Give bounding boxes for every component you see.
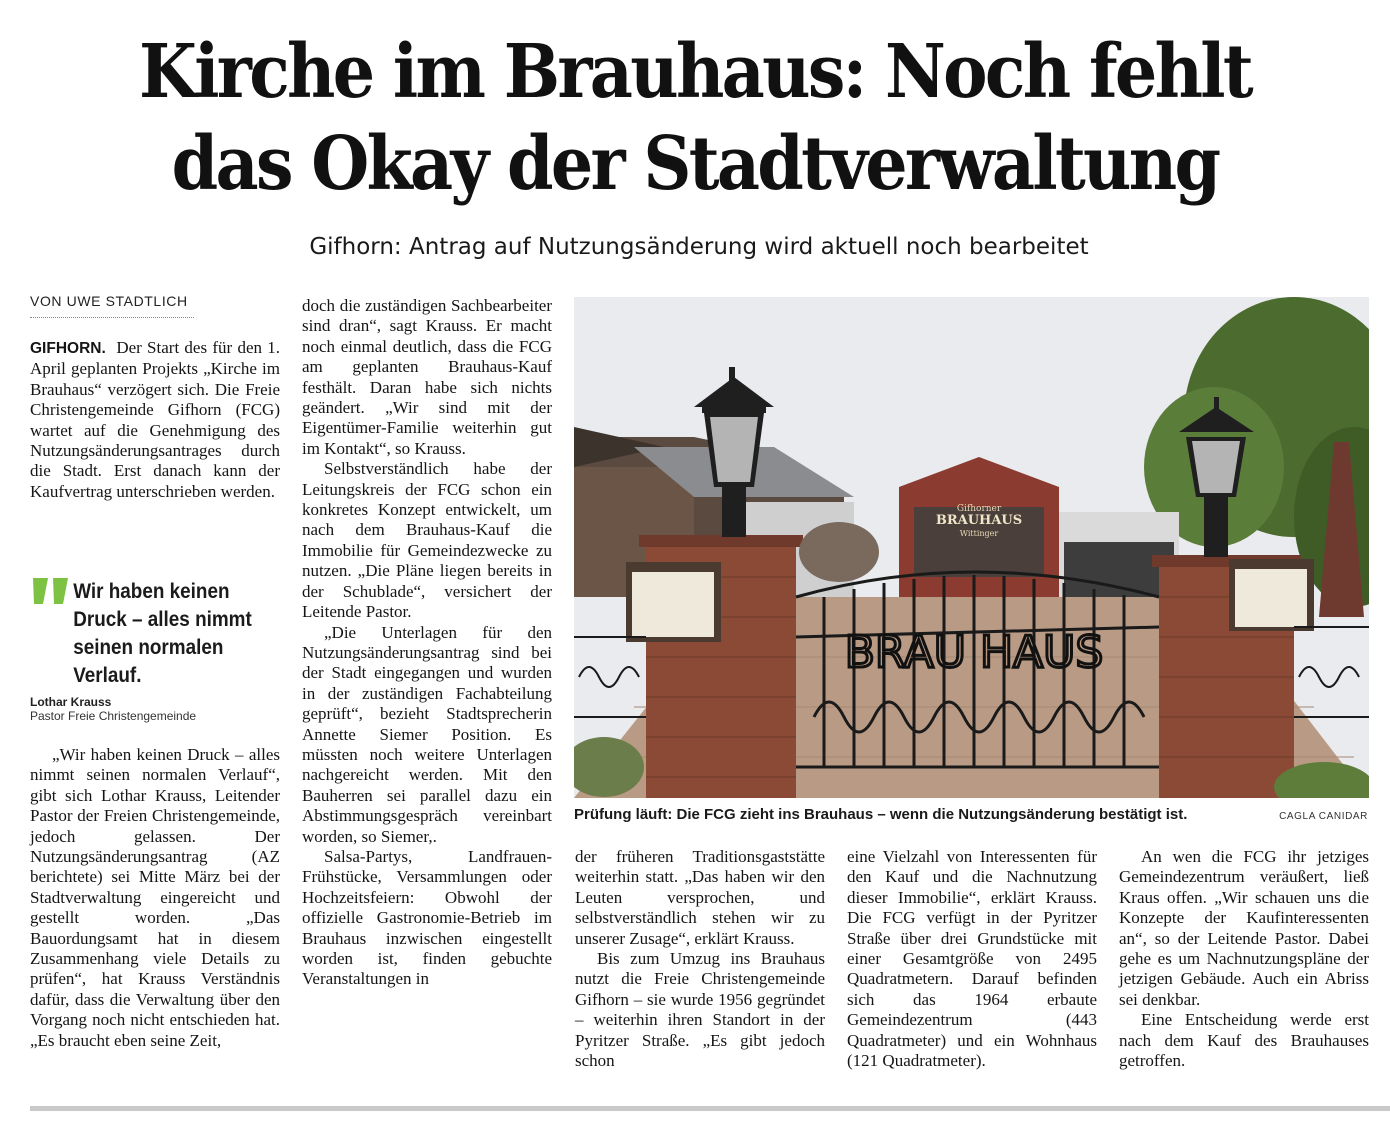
paragraph: Bis zum Umzug ins Brauhaus nutzt die Freie Christengemeinde Gifhorn – sie wurde 1956 gegründet – weiterhin ihren Standort in der Pyritzer Straße. „Es gibt jedoch schon [575,949,825,1071]
pull-quote [30,578,280,690]
column-1-top [30,338,280,502]
byline: VON UWE STADTLICH [30,293,188,309]
paragraph: eine Vielzahl von Interessenten für den Kauf und die Nachnutzung dieser Immobilie“, erklärt Krauss. Die FCG verfügt in der Pyritzer Straße über drei Grundstücke mit einer Gesamtgröße von 2495 Quadratmetern. Darauf befinden sich das 1964 erbaute Gemeindezentrum (443 Quadratmeter) und ein Wohnhaus (121 Quadratmeter). [847,847,1097,1071]
headline [70,26,1321,210]
photo-credit: CAGLA CANIDAR [1279,811,1368,822]
paragraph: doch die zuständigen Sachbearbeiter sind dran“, sagt Krauss. Er macht noch einmal deutlich, dass die FCG am geplanten Brauhaus-Kauf festhält. Daran habe sich nichts geändert. „Wir sind mit der Eigentümer-Familie weiterhin gut im Kontakt“, so Krauss. [302,296,552,458]
bottom-divider [30,1106,1390,1111]
paragraph: der früheren Traditionsgaststätte weiterhin statt. „Das haben wir den Leuten versprochen, und selbstverständlich stehen wir zu unserer Zusage“, erklärt Krauss. [575,847,825,948]
byline-divider [30,317,194,318]
paragraph: An wen die FCG ihr jetziges Gemeindezentrum veräußert, ließ Kraus offen. „Wir schauen uns die Konzepte der Kaufinteressenten an“, so der Leitende Pastor. Dabei gehe es um Nachnutzungspläne der jetzigen Gebäude. Auch ein Abriss sei denkbar. [1119,847,1369,1009]
lead-paragraph [30,338,280,502]
paragraph: Selbstverständlich habe der Leitungskreis der FCG schon ein konkretes Konzept entwickelt, um nach dem Brauhaus-Kauf die Immobilie für Gemeindezwecke zu nutzen. „Die Pläne liegen bereits in der Schublade“, versichert der Leitende Pastor. [302,459,552,622]
gate-letters: BRAU HAUS [844,627,1104,678]
sign-main-text: BRAUHAUS [935,513,1023,528]
sign-small-text: Gifhorner [956,504,1002,514]
column-1-bottom [30,745,280,1051]
column-5 [1119,847,1369,1071]
quote-author-role: Pastor Freie Christengemeinde [30,709,197,723]
quote-author: Lothar Krauss [30,695,112,709]
pull-quote-text: Wir haben keinen Druck – alles nimmt seinen normalen Verlauf. [73,580,252,687]
brauhaus-photo [574,297,1369,798]
headline-line-2: das Okay der Stadtverwaltung [171,121,1219,207]
sign-sub-text: Wittinger [959,529,999,538]
paragraph: Eine Entscheidung werde erst nach dem Kauf des Brauhauses getroffen. [1119,1010,1369,1071]
paragraph: „Die Unterlagen für den Nutzungsänderungsantrag sind bei der Stadt eingegangen und wurden in der zuständigen Fachabteilung geprüft“, bezieht Stadtsprecherin Annette Siemer Position. Es müssten noch weitere Unterlagen nachgereicht werden. Mit den Bauherren sei parallel dazu ein Abstimmungsgespräch vereinbart worden, so Siemer,. [302,622,552,846]
column-2 [302,296,552,990]
lead-text: Der Start des für den 1. April geplanten Projekts „Kirche im Brauhaus“ verzögert sich. Die Freie Christengemeinde Gifhorn (FCG) wartet auf die Genehmigung des Nutzungsänderungsantrages durch die Stadt. Erst danach kann der Kaufvertrag unterschrieben werden. [30,338,280,501]
column-4 [847,847,1097,1071]
brauhaus-gate-illustration [574,297,1369,798]
photo-caption: Prüfung läuft: Die FCG zieht ins Brauhaus – wenn die Nutzungsänderung bestätigt ist. [574,806,1188,823]
column-3 [575,847,825,1071]
paragraph: Salsa-Partys, Landfrauen-Frühstücke, Versammlungen oder Hochzeitsfeiern: Obwohl der offizielle Gastronomie-Betrieb im Brauhaus inzwischen eingestellt worden ist, finden gebuchte Veranstaltungen in [302,846,552,989]
headline-line-1: Kirche im Brauhaus: Noch fehlt [139,29,1251,115]
dateline: GIFHORN. [30,340,106,357]
subheadline: Gifhorn: Antrag auf Nutzungsänderung wird aktuell noch bearbeitet [309,234,1089,260]
paragraph: „Wir haben keinen Druck – alles nimmt seinen normalen Verlauf“, gibt sich Lothar Krauss, Leitender Pastor der Freien Christengemeinde, jedoch gelassen. Der Nutzungsänderungsantrag (AZ berichtete) sei Mitte März bei der Stadtverwaltung eingereicht und gestellt worden. „Das Bauordungsamt hat in diesem Zusammenhang viele Details zu prüfen“, hat Krauss Verständnis dafür, dass die Verwaltung über den Vorgang noch nicht entschieden hat. „Es braucht eben seine Zeit, [30,745,280,1050]
